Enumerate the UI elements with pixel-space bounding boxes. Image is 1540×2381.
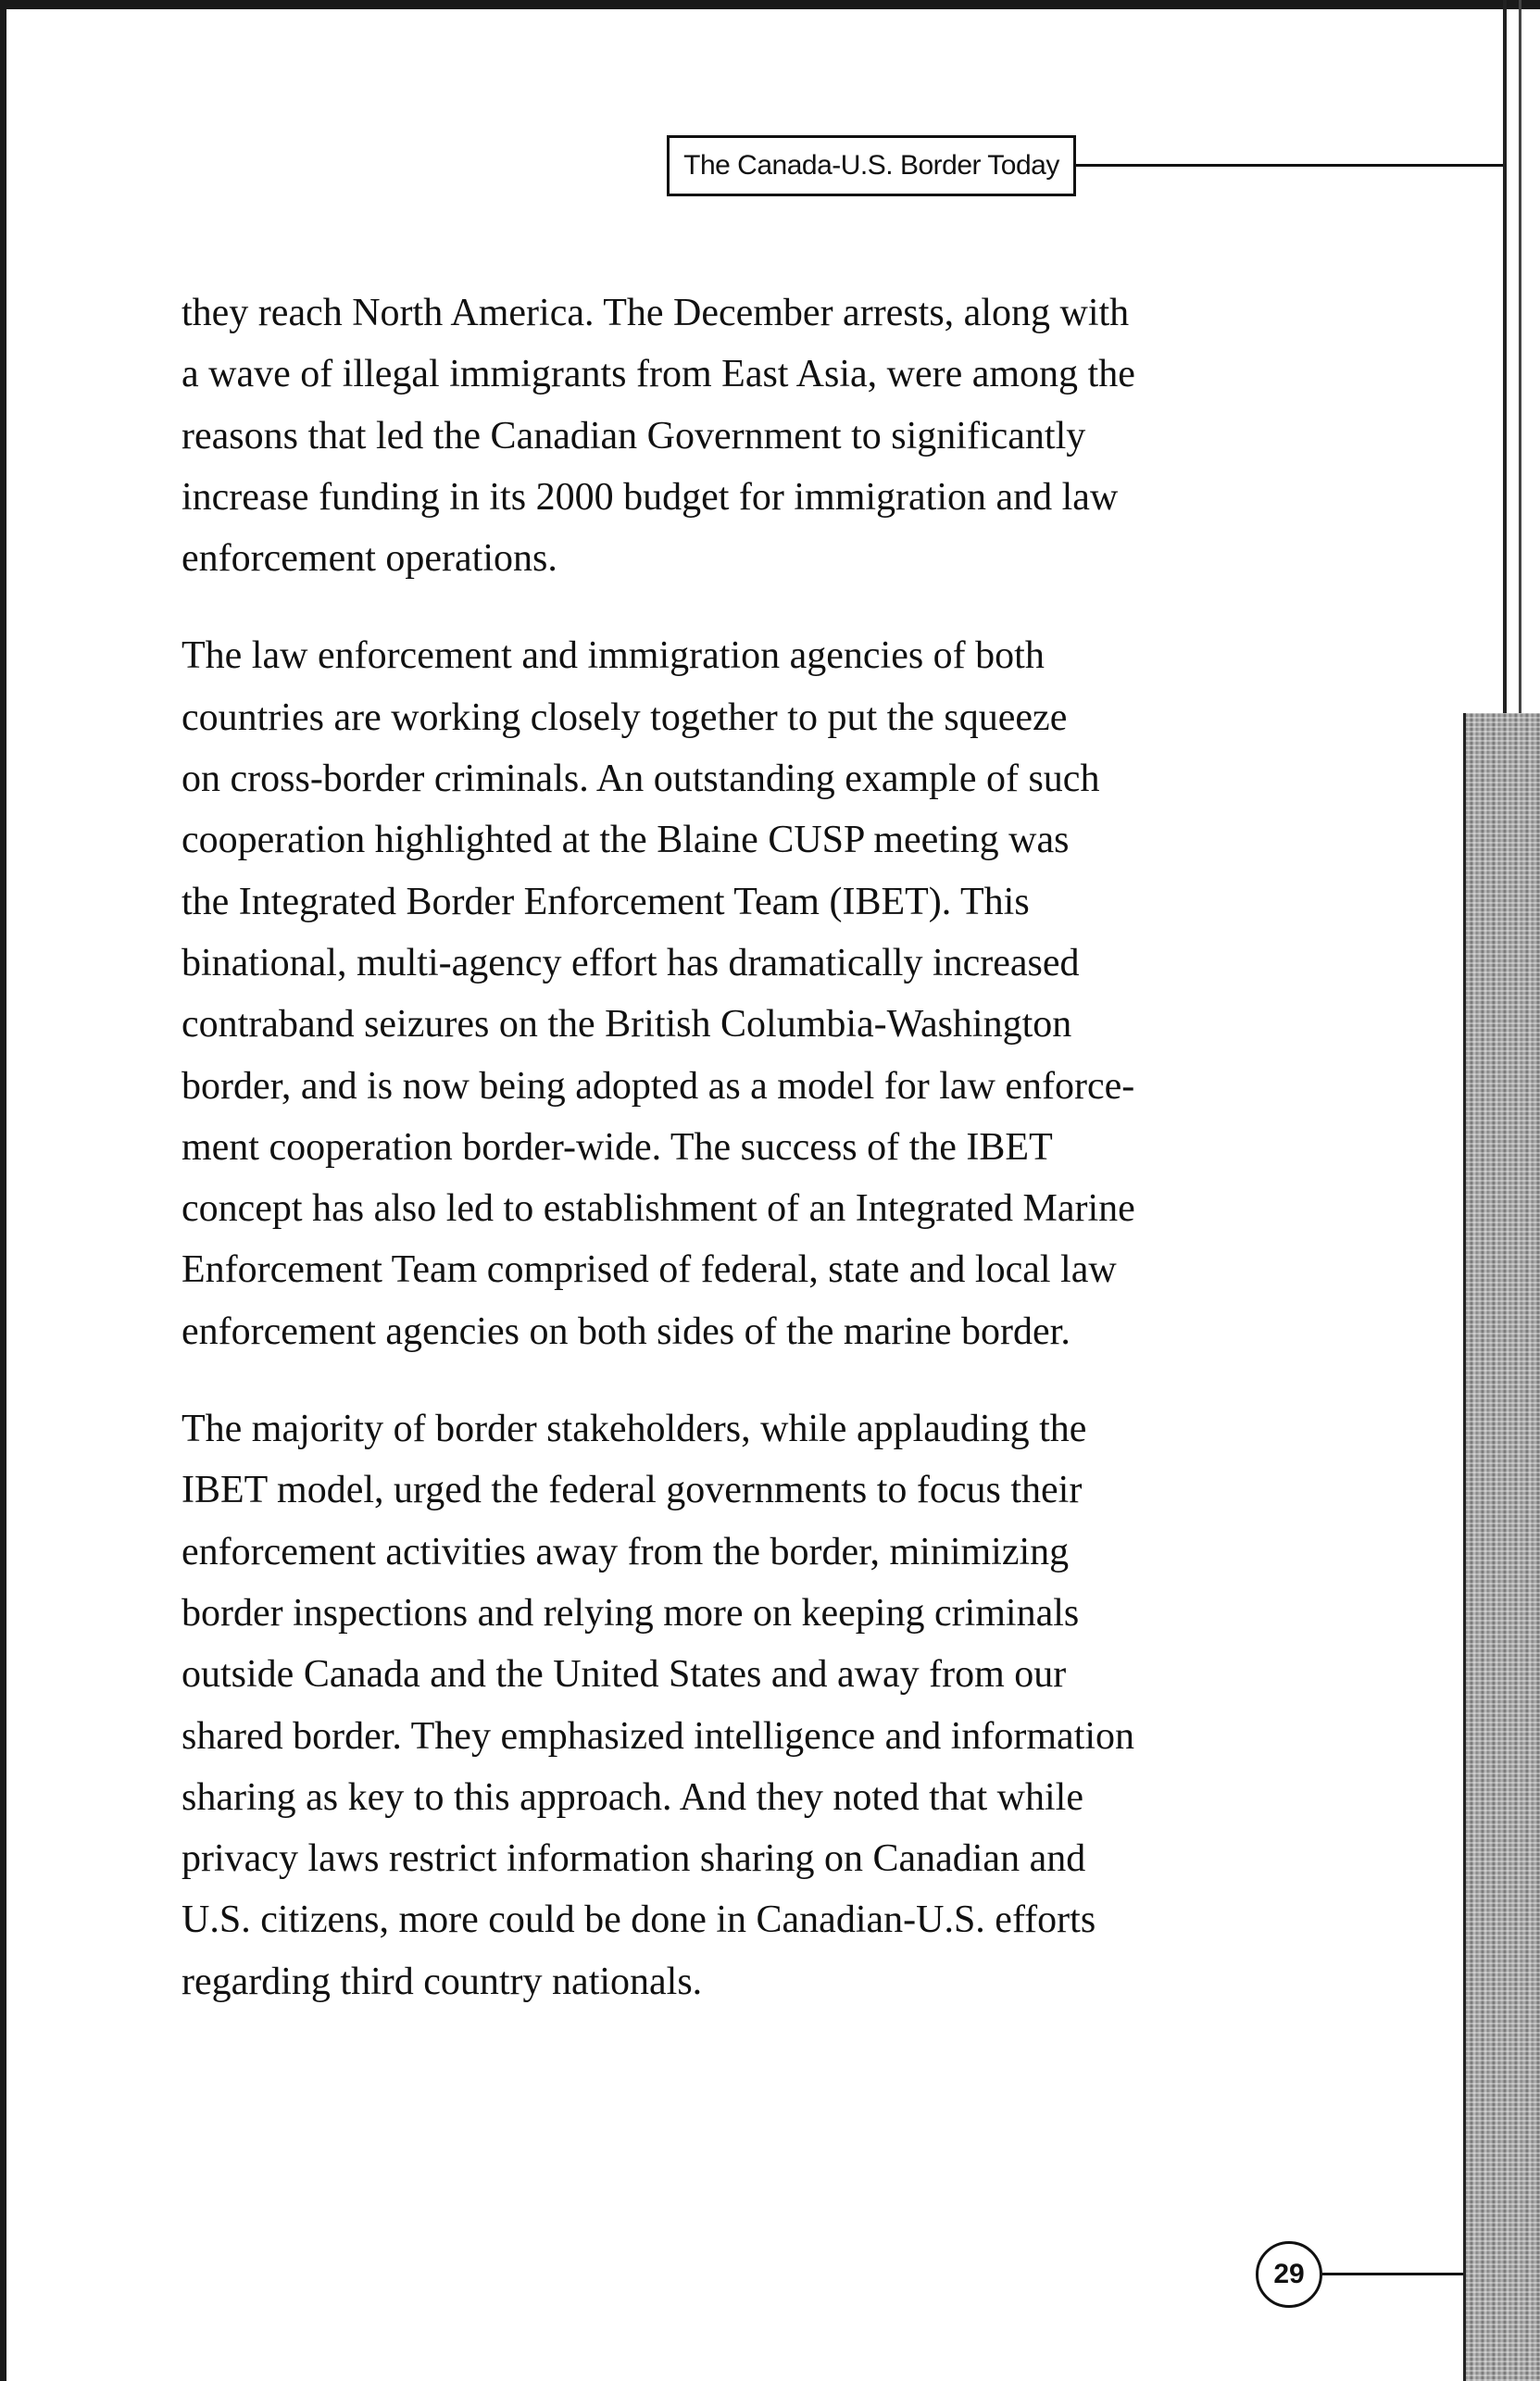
page-top-border	[0, 0, 1540, 9]
body-text	[182, 282, 1237, 2049]
paragraph: The law enforcement and immigration agencies of both countries are working closely together to put the squeeze on cross-border criminals. An outstanding example of such cooperation highlighted at the Blaine CUSP meeting was the Integrated Border Enforcement Team (IBET). This binational, multi-agency effort has dramatically increased contraband seizures on the British Columbia-Washington border, and is now being adopted as a model for law enforce- ment cooperation border-wide. The success of the IBET concept has also led to establishment of an Integrated Marine Enforcement Team comprised of federal, state and local law enforcement agencies on both sides of the marine border.	[182, 634, 1135, 1353]
header-rule	[1076, 164, 1503, 167]
paragraph: The majority of border stakeholders, while applauding the IBET model, urged the federal governments to focus their enforcement activities away from the border, minimizing border inspections and relying more on keeping criminals outside Canada and the United States and away from our shared border. They emphasized intelligence and information sharing as key to this approach. And they noted that while privacy laws restrict information sharing on Canadian and U.S. citizens, more could be done in Canadian-U.S. efforts regarding third country nationals.	[182, 1408, 1135, 2003]
paragraph: they reach North America. The December arrests, along with a wave of illegal immigrants from East Asia, were among the reasons that led the Canadian Government to significantly increase funding in its 2000 budget for immigration and law enforcement operations.	[182, 292, 1135, 581]
page-left-border	[0, 0, 6, 2381]
page-edge-tab-strip	[1463, 713, 1540, 2381]
running-header-title: The Canada-U.S. Border Today	[683, 150, 1059, 181]
page-number-badge	[1256, 2241, 1322, 2308]
page-number: 29	[1273, 2259, 1305, 2289]
running-header	[667, 135, 1076, 196]
page-number-rule	[1322, 2273, 1463, 2275]
right-edge-rule	[1503, 0, 1507, 713]
